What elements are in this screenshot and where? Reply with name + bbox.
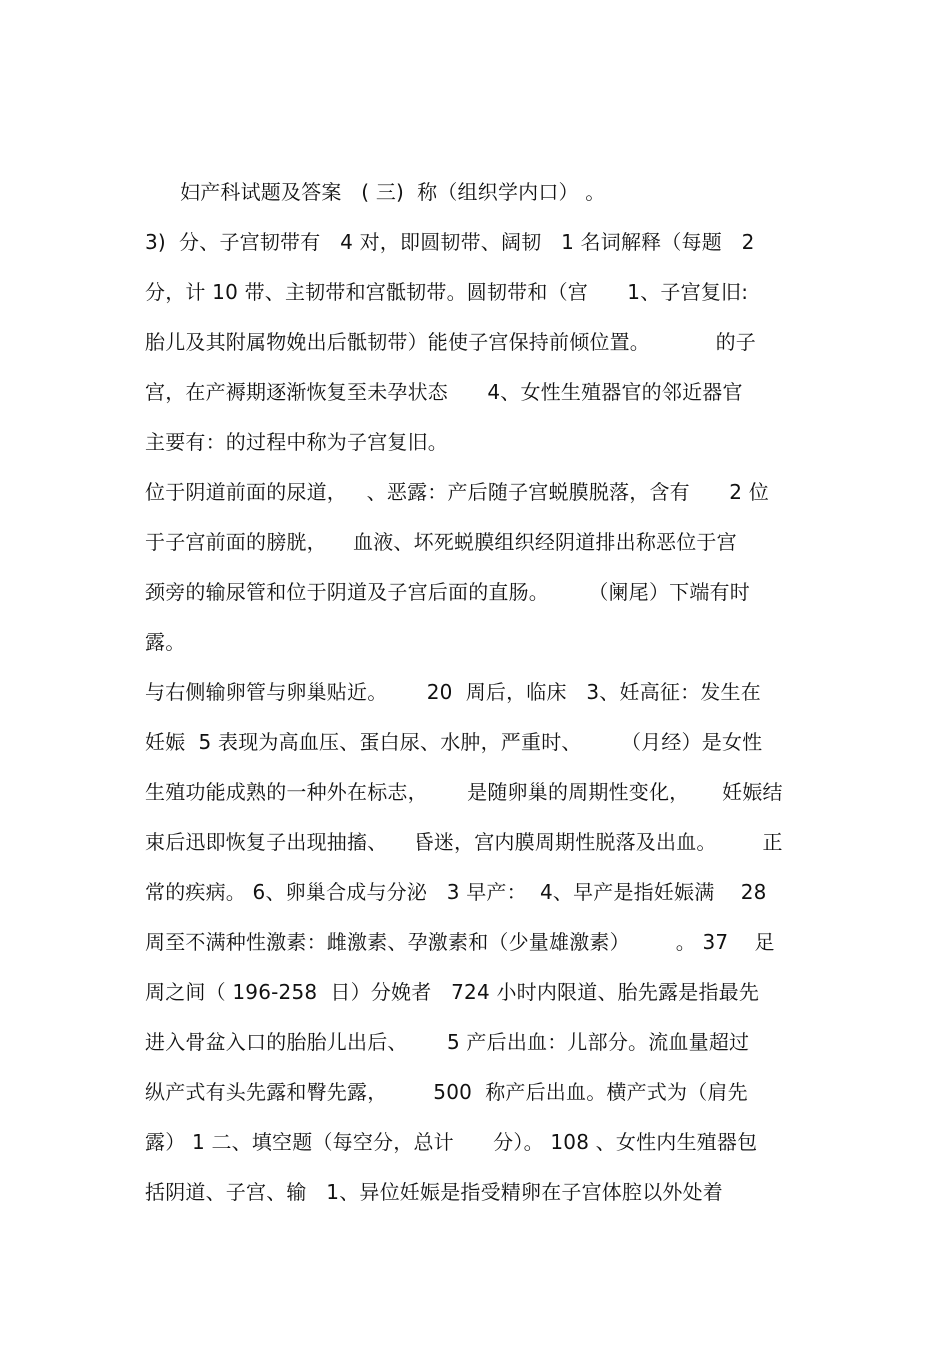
text-line: 与右侧输卵管与卵巢贴近。 20 周后，临床 3、妊高征：发生在: [145, 680, 761, 704]
text-line: 周至不满种性激素：雌激素、孕激素和（少量雄激素） 。 37 足: [145, 930, 775, 954]
text-line: 露。: [145, 630, 186, 654]
text-line: 常的疾病。 6、卵巢合成与分泌 3 早产： 4、早产是指妊娠满 28: [145, 880, 767, 904]
text-line: 于子宫前面的膀胱， 血液、坏死蜕膜组织经阴道排出称恶位于宫: [145, 530, 737, 554]
text-line: 束后迅即恢复子出现抽搐、 昏迷，宫内膜周期性脱落及出血。 正: [145, 830, 783, 854]
text-line: 位于阴道前面的尿道， 、恶露：产后随子宫蜕膜脱落，含有 2 位: [145, 480, 769, 504]
text-line: 主要有：的过程中称为子宫复旧。: [145, 430, 448, 454]
text-line: 3) 分、子宫韧带有 4 对，即圆韧带、阔韧 1 名词解释（每题 2: [145, 230, 755, 254]
text-line: 分，计 10 带、主韧带和宫骶韧带。圆韧带和（宫 1、子宫复旧:: [145, 280, 749, 304]
text-line: 露） 1 二、填空题（每空分，总计 分）。 108 、女性内生殖器包: [145, 1130, 758, 1154]
text-line: 进入骨盆入口的胎胎儿出后、 5 产后出血：儿部分。流血量超过: [145, 1030, 750, 1054]
text-line: 妊娠 5 表现为高血压、蛋白尿、水肿，严重时、 （月经）是女性: [145, 730, 763, 754]
text-line: 生殖功能成熟的一种外在标志， 是随卵巢的周期性变化， 妊娠结: [145, 780, 783, 804]
text-line-title: 妇产科试题及答案 ( 三) 称（组织学内口） 。: [180, 180, 606, 204]
text-line: 胎儿及其附属物娩出后骶韧带）能使子宫保持前倾位置。 的子: [145, 330, 756, 354]
text-line: 颈旁的输尿管和位于阴道及子宫后面的直肠。 （阑尾）下端有时: [145, 580, 750, 604]
text-line: 括阴道、子宫、输 1、异位妊娠是指受精卵在子宫体腔以外处着: [145, 1180, 723, 1204]
text-line: 宫，在产褥期逐渐恢复至未孕状态 4、女性生殖器官的邻近器官: [145, 380, 743, 404]
text-line: 周之间（ 196-258 日）分娩者 724 小时内限道、胎先露是指最先: [145, 980, 760, 1004]
text-line: 纵产式有头先露和臀先露， 500 称产后出血。横产式为（肩先: [145, 1080, 748, 1104]
